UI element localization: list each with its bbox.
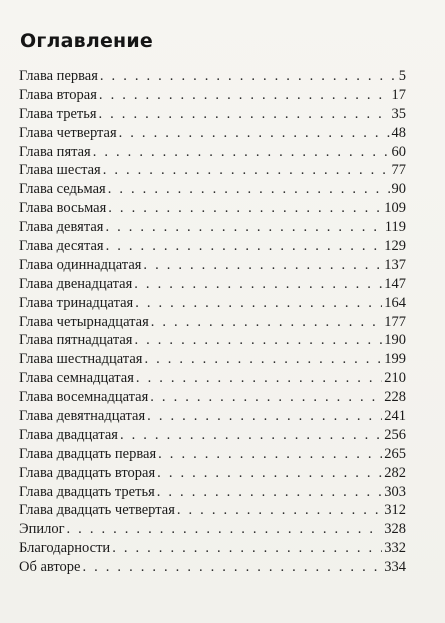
dot-leader: [93, 144, 390, 161]
dot-leader: [67, 521, 383, 538]
toc-entry-page-number: 199: [384, 351, 406, 368]
toc-entry-page-number: 265: [384, 445, 406, 462]
toc-entry-label: Глава двадцать вторая: [19, 464, 156, 481]
toc-entry: [19, 465, 406, 484]
toc-entry-page-number: 312: [384, 502, 406, 519]
toc-entry: [19, 559, 406, 578]
toc-entry-label: Об авторе: [19, 559, 81, 576]
toc-entry: [19, 370, 406, 389]
toc-entry: [19, 446, 406, 465]
toc-entry: [19, 144, 406, 163]
toc-entry-page-number: 228: [384, 389, 406, 406]
toc-entry-page-number: 48: [391, 124, 406, 141]
toc-entry: [19, 521, 406, 540]
toc-entry: [19, 219, 406, 238]
toc-entry: [19, 314, 406, 333]
dot-leader: [177, 502, 382, 519]
toc-entry: [19, 295, 406, 314]
toc-entry-label: Глава первая: [19, 68, 98, 84]
dot-leader: [143, 257, 382, 274]
toc-entry-page-number: 190: [384, 332, 406, 349]
toc-entry-page-number: 210: [384, 370, 406, 387]
toc-entry-label: Глава двадцать четвертая: [19, 502, 175, 519]
toc-entry-page-number: 303: [384, 483, 406, 500]
toc-entry: [19, 351, 406, 370]
toc-entry-label: Благодарности: [19, 540, 111, 557]
dot-leader: [103, 162, 390, 179]
toc-entry-label: Глава девятнадцатая: [19, 408, 146, 425]
toc-entry-label: Глава двадцатая: [19, 426, 118, 443]
toc-entry-page-number: 60: [391, 143, 406, 160]
toc-entry: [19, 68, 406, 87]
toc-entry-label: Глава десятая: [19, 238, 104, 255]
toc-entry-label: Глава девятая: [19, 219, 104, 236]
toc-entry-page-number: 137: [384, 256, 406, 273]
toc-entry-label: Глава пятая: [19, 143, 91, 160]
toc-entry: [19, 276, 406, 295]
toc-entry-label: Эпилог: [19, 521, 65, 538]
dot-leader: [105, 219, 382, 236]
dot-leader: [108, 181, 390, 198]
toc-entry-label: Глава третья: [19, 105, 97, 122]
toc-entry-label: Глава шестая: [19, 162, 101, 179]
dot-leader: [158, 446, 382, 463]
dot-leader: [157, 465, 382, 482]
dot-leader: [147, 408, 382, 425]
toc-entry-page-number: 282: [384, 464, 406, 481]
toc-entry-label: Глава шестнадцатая: [19, 351, 143, 368]
toc-entry-page-number: 256: [384, 426, 406, 443]
toc-entry-label: Глава восьмая: [19, 200, 107, 217]
page-title: Оглавление: [20, 30, 153, 52]
dot-leader: [120, 427, 382, 444]
toc-entry-page-number: 77: [391, 162, 406, 179]
dot-leader: [136, 370, 382, 387]
toc-entry-label: Глава пятнадцатая: [19, 332, 133, 349]
toc-entry-label: Глава четвертая: [19, 124, 117, 141]
toc-entry-page-number: 147: [384, 275, 406, 292]
dot-leader: [135, 295, 382, 312]
toc-entry: [19, 162, 406, 181]
dot-leader: [108, 200, 382, 217]
toc-entry-label: Глава одиннадцатая: [19, 256, 142, 273]
dot-leader: [157, 484, 383, 501]
toc-entry-label: Глава седьмая: [19, 181, 106, 198]
dot-leader: [151, 314, 383, 331]
table-of-contents: [19, 68, 406, 578]
toc-entry: [19, 540, 406, 559]
toc-entry-page-number: 17: [391, 86, 406, 103]
toc-entry-label: Глава двадцать первая: [19, 445, 157, 462]
toc-entry-label: Глава восемнадцатая: [19, 389, 149, 406]
toc-entry-page-number: 119: [384, 219, 406, 236]
dot-leader: [144, 351, 382, 368]
dot-leader: [134, 276, 382, 293]
toc-entry-page-number: 35: [391, 105, 406, 122]
toc-entry-page-number: 164: [384, 294, 406, 311]
toc-entry-label: Глава четырнадцатая: [19, 313, 149, 330]
toc-entry-page-number: 109: [384, 200, 406, 217]
dot-leader: [82, 559, 382, 576]
toc-entry: [19, 502, 406, 521]
toc-entry: [19, 257, 406, 276]
toc-entry-label: Глава вторая: [19, 86, 97, 103]
dot-leader: [119, 125, 390, 142]
dot-leader: [112, 540, 382, 557]
toc-entry: [19, 106, 406, 125]
dot-leader: [99, 87, 390, 104]
toc-entry: [19, 181, 406, 200]
toc-entry-page-number: 129: [384, 238, 406, 255]
toc-entry: [19, 125, 406, 144]
toc-entry: [19, 332, 406, 351]
toc-entry: [19, 200, 406, 219]
dot-leader: [99, 106, 390, 123]
toc-entry: [19, 427, 406, 446]
dot-leader: [106, 238, 383, 255]
toc-entry-label: Глава тринадцатая: [19, 294, 134, 311]
toc-entry: [19, 484, 406, 503]
toc-entry-page-number: 332: [384, 540, 406, 557]
dot-leader: [134, 332, 382, 349]
toc-entry-label: Глава семнадцатая: [19, 370, 134, 387]
toc-entry-page-number: 328: [384, 521, 406, 538]
dot-leader: [150, 389, 382, 406]
toc-entry: [19, 389, 406, 408]
dot-leader: [100, 68, 397, 85]
toc-entry-page-number: 177: [384, 313, 406, 330]
toc-entry: [19, 238, 406, 257]
toc-entry-page-number: 241: [384, 408, 406, 425]
toc-entry-label: Глава двенадцатая: [19, 275, 133, 292]
toc-entry-page-number: 5: [398, 68, 406, 84]
toc-entry: [19, 408, 406, 427]
toc-entry-label: Глава двадцать третья: [19, 483, 155, 500]
toc-entry: [19, 87, 406, 106]
toc-entry-page-number: 334: [384, 559, 406, 576]
toc-entry-page-number: 90: [391, 181, 406, 198]
